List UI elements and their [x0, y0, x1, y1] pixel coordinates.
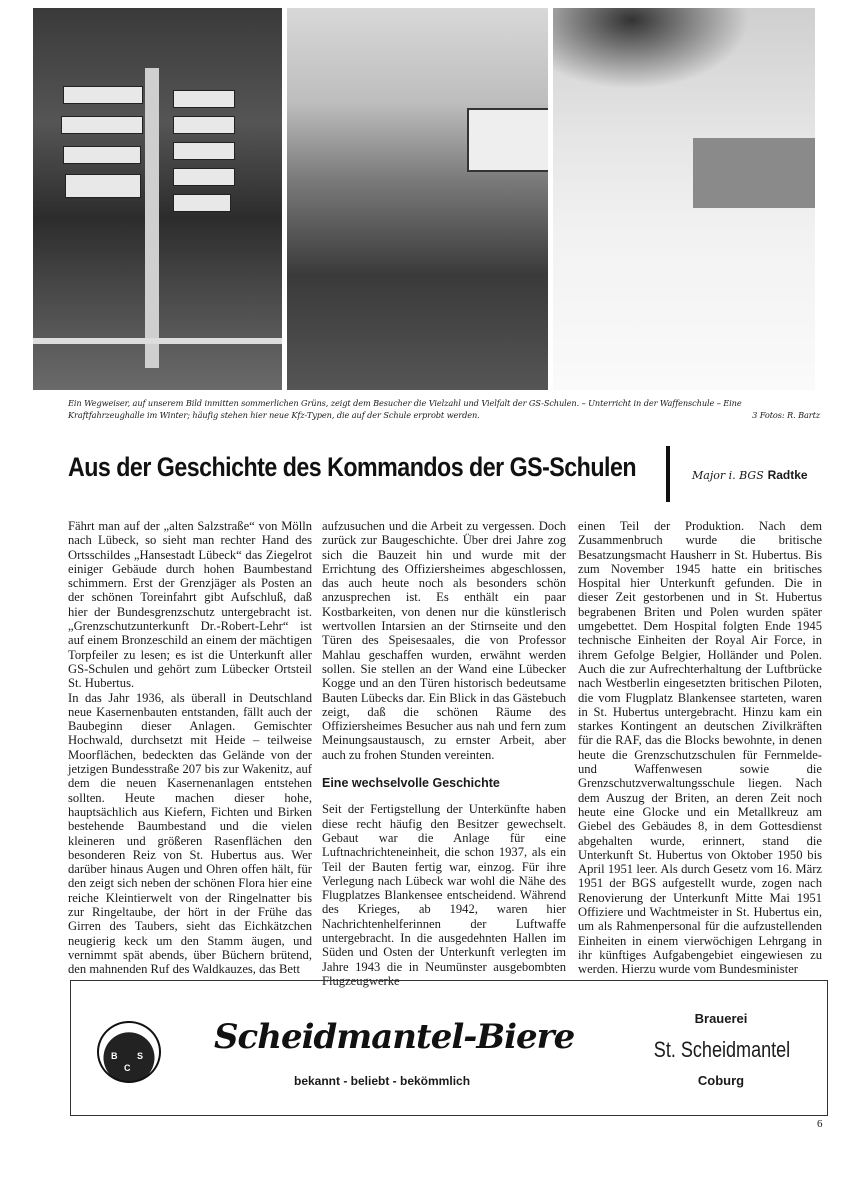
article-title: Aus der Geschichte des Kommandos der GS-Schulen: [68, 452, 637, 482]
sign-board: [173, 168, 235, 186]
logo-letter: B: [111, 1051, 118, 1061]
author-name: Radtke: [767, 468, 808, 482]
photo-classroom: [287, 8, 548, 390]
logo-letter: S: [137, 1051, 144, 1061]
article-column-1: [68, 519, 312, 977]
paragraph: aufzusuchen und die Arbeit zu vergessen. Doch zurück zur Baugeschichte. Über drei Jahre zog sich die Bauzeit hin und wurde mit der Errichtung des Offiziersheimes abgeschlossen, das auch heute noch als besonders schön anzusprechen ist. Es enthält ein paar Kostbarkeiten, von denen nur die künstlerisch wertvollen Intarsien an der Stirnseite und den Türen des Speisesaales, die von Professor Mahlau geschaffen wurden, erwähnt werden sollen. Sie stellen an der Wand eine Lübecker Kogge und an den Türen historisch bedeutsame Bauten Lübecks dar. Ein Blick in das Gästebuch zeigt, daß die schönen Räume des Offiziersheimes Besucher aus nah und fern zum Meinungsaustausch, zu ernster Arbeit, aber auch zu frohen Stunden vereinten.: [322, 519, 566, 762]
page-number: 6: [817, 1118, 823, 1130]
paragraph: Fährt man auf der „alten Salzstraße“ von Mölln nach Lübeck, so sieht man rechter Hand des Ortsschildes „Hansestadt Lübeck“ das Ziegelrot einiger Gebäude durch hohen Baumbestand schimmern. Erst der Grenzjäger als Posten an der schönen Toreinfahrt gibt Aufschluß, daß hier der Bundesgrenzschutz untergebracht ist. „Grenzschutzunterkunft Dr.-Robert-Lehr“ ist auf einem Bronzeschild an einem der mächtigen Torpfeiler zu lesen; es ist die Unterkunft aller GS-Schulen und gehört zum Lübecker Ortsteil St. Hubertus.: [68, 519, 312, 691]
sign-board: [173, 90, 235, 108]
sign-board: [173, 116, 235, 134]
sign-board: [173, 142, 235, 160]
section-subheading: Eine wechselvolle Geschichte: [322, 776, 500, 791]
fence-rail: [33, 338, 282, 344]
author-rank: Major i. BGS: [692, 469, 764, 482]
caption-text: Ein Wegweiser, auf unserem Bild inmitten sommerlichen Grüns, zeigt dem Besucher die Vielzahl und Vielfalt der GS-Schulen. – Unterricht in der Waffenschule – Eine Kraftfahrzeughalle im Winter; häufig stehen hier neue Kfz-Typen, die auf der Schule erprobt werden.: [68, 398, 742, 420]
sign-board: [63, 86, 143, 104]
photo-caption: [68, 397, 820, 421]
paragraph: In das Jahr 1936, als überall in Deutschland neue Kasernenbauten entstanden, fällt auch der Baubeginn dieser Anlagen. Gemischter Hochwald, durchsetzt mit Heide – teilweise Moorflächen, bedeckten das Gelände von der jetzigen Bundesstraße 207 bis zur Wakenitz, auf dem die neuen Kasernenanlagen entstehen sollten. Heute machen dieser hohe, hauptsächlich aus Kiefern, Fichten und Birken bestehende Baumbestand und die vielen kleineren und größeren Rasenflächen den besonderen Reiz von St. Hubertus aus. Wer darüber hinaus Augen und Ohren offen hält, für den zeigt sich neben der schönen Flora hier eine reiche Kleintierwelt von der Ringelnatter bis zur Ringeltaube, der hört in der Frühe das Girren des Taubers, sieht das Eichkätzchen neugierig keck um den Stamm äugen, und vernimmt spät abends, über Büchern brütend, den mahnenden Ruf des Waldkauzes, das Bett: [68, 690, 312, 977]
brewery-city: Coburg: [697, 1073, 745, 1088]
title-divider: [666, 446, 670, 502]
logo-letter: C: [124, 1063, 131, 1073]
ad-slogan: bekannt - beliebt - bekömmlich: [294, 1074, 471, 1088]
photo-signpost: [33, 8, 282, 390]
hall-building: [693, 138, 815, 208]
brewery-name: St. Scheidmantel: [653, 1037, 791, 1062]
article-column-3: [578, 519, 822, 977]
article-column-2: [322, 519, 566, 988]
brand-wordmark: Scheidmantel-Biere: [214, 1017, 575, 1057]
sign-board: [65, 174, 141, 198]
brewery-logo: [97, 1021, 161, 1083]
sign-board: [61, 116, 143, 134]
sign-post: [145, 68, 159, 368]
photo-winter-hall: [553, 8, 815, 390]
paragraph: einen Teil der Produktion. Nach dem Zusammenbruch wurde die britische Besatzungsmacht Hausherr in St. Hubertus. Bis zum November 1945 hatte ein britisches Hospital hier Unterkunft gefunden. Die in dieser Zeit gestorbenen und in St. Hubertus begrabenen Briten und Polen wurden später umgebettet. Dem Hospital folgten Ende 1945 technische Einheiten der Royal Air Force, in ihrem Gefolge Belgier, Holländer und Polen. Auch die zur Aufrechterhaltung der Luftbrücke nach Westberlin eingesetzten britischen Piloten, die vom Flugplatz Blankensee starteten, waren in St. Hubertus untergebracht. Hinzu kam ein starkes Kontingent an deutschen Zivilkräften für die RAF, das die Blocks bewohnte, in denen heute die Grenzschutzschulen für Fernmelde- und Waffenwesen sowie die Grenzschutzverwaltungsschule liegen. Nach dem Auszug der Briten, an deren Zeit noch heute eine Glocke und ein Metallkreuz am Giebel des Gebäudes 8, in dem Gottesdienst abgehalten wurde, erinnert, stand die Unterkunft St. Hubertus von Oktober 1950 bis April 1951 leer. Als durch Gesetz vom 16. März 1951 der BGS aufgestellt wurde, zogen nach Renovierung der Unterkunft Mitte Mai 1951 Offiziere und Wachtmeister in St. Hubertus ein, um als Rahmenpersonal für die aufzustellenden Einheiten in einem vierwöchigen Lehrgang in ihr künftiges Aufgabengebiet eingewiesen zu werden. Hierzu wurde vom Bundesminister: [578, 519, 822, 977]
author-byline: [692, 468, 808, 482]
brewery-label: Brauerei: [694, 1011, 748, 1026]
sign-board: [63, 146, 141, 164]
blackboard: [467, 108, 548, 172]
paragraph: Seit der Fertigstellung der Unterkünfte haben diese recht häufig den Besitzer gewechselt. Gebaut war die Anlage für eine Luftnachrichteneinheit, die schon 1937, als ein Teil der Bauten fertig war, einzog. Für ihre Verlegung nach Lübeck war wohl die Nähe des Flugplatzes Blankensee entscheidend. Während des Krieges, ab 1942, waren hier Nachrichtenhelferinnen der Luftwaffe untergebracht. In die ausgedehnten Hallen im Süden und Osten der Unterkunft verlegten im Jahre 1943 die in Neumünster ausgebombten Flugzeugwerke: [322, 802, 566, 988]
photo-credit: 3 Fotos: R. Bartz: [752, 410, 820, 420]
sign-board: [173, 194, 231, 212]
pine-branches: [553, 8, 815, 128]
brewery-advertisement: [70, 980, 828, 1116]
